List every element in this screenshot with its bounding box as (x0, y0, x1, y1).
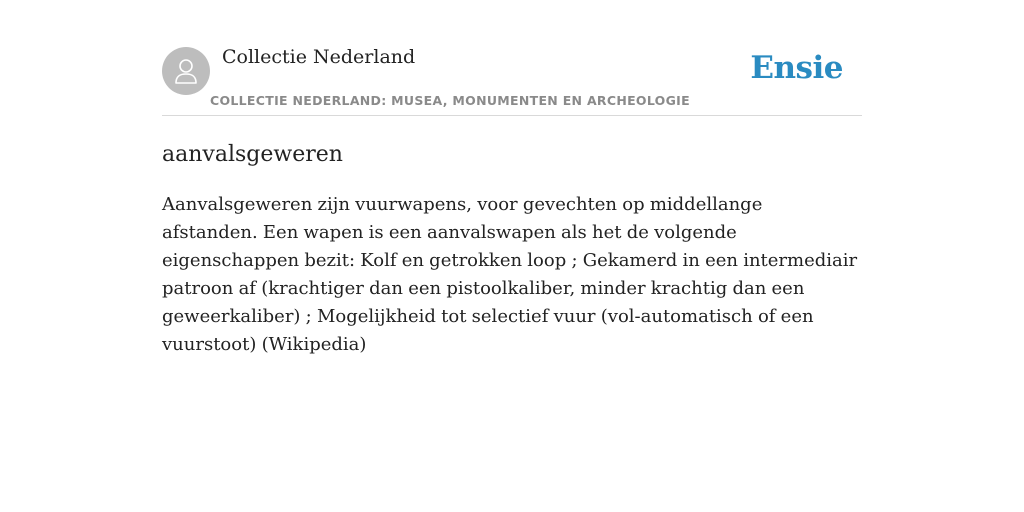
entry-definition: Aanvalsgeweren zijn vuurwapens, voor gevechten op middellange afstanden. Een wapen is een aanvalswapen als het de volgende eigenschappen bezit: Kolf en getrokken loop ; Gekamerd in een intermediair patroon af (krachtiger dan een pistoolkaliber, minder krachtig dan een geweerkaliber) ; Mogelijkheid tot selectief vuur (vol-automatisch of een vuurstoot) (Wikipedia) (162, 194, 858, 355)
user-icon (162, 47, 210, 95)
ensie-logo-link[interactable]: Ensie (750, 50, 843, 86)
author-avatar[interactable] (162, 47, 210, 95)
author-header (162, 40, 862, 116)
entry-term: aanvalsgeweren (162, 142, 343, 167)
entry-card (162, 40, 862, 359)
author-subtitle: COLLECTIE NEDERLAND: MUSEA, MONUMENTEN EN ARCHEOLOGIE (210, 93, 690, 108)
author-name[interactable]: Collectie Nederland (222, 46, 416, 68)
